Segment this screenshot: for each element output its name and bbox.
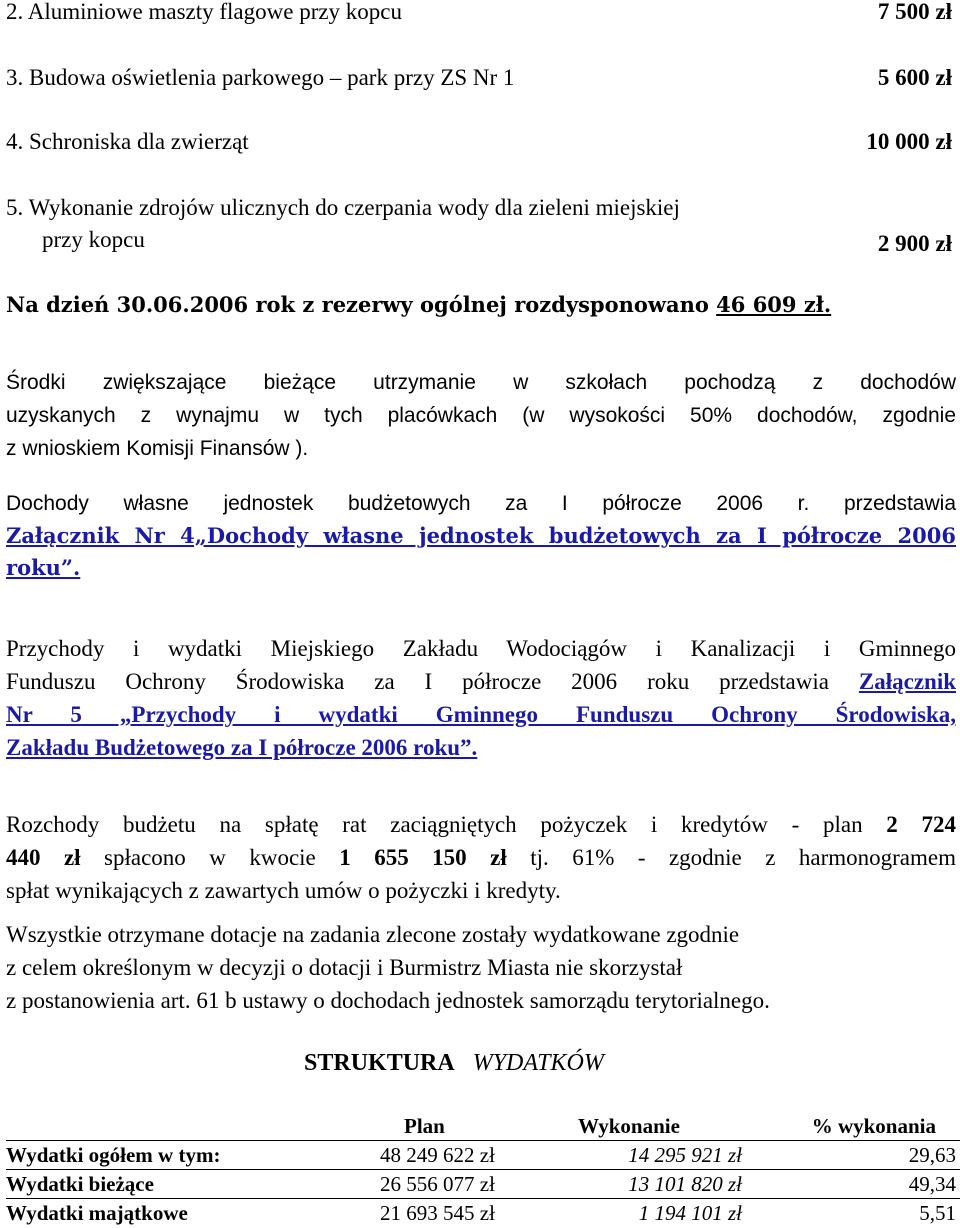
row-pct: 5,51 [919,1201,956,1225]
table-rule [6,1198,960,1199]
expenses-table [6,1112,960,1228]
text-line: Funduszu Ochrony Środowiska za I półrocze 2006 roku przedstawia [6,669,859,694]
text-line: z celem określonym w decyzji o dotacji i Burmistrz Miasta nie skorzystał [6,955,683,980]
text-line: Wszystkie otrzymane dotacje na zadania zlecone zostały wydatkowane zgodnie [6,922,740,947]
paragraph-subsidies [6,918,956,1017]
section-heading [304,1046,604,1080]
table-header-row [6,1112,960,1141]
reserve-amount: 46 609 zł. [716,292,832,317]
table-rule [6,1169,960,1170]
row-pct: 49,34 [908,1172,956,1196]
text-line: spłacono w kwocie [80,845,340,870]
reserve-text: Na dzień 30.06.2006 rok z rezerwy ogólnej rozdysponowano [6,292,709,317]
list-item-amount: 2 900 zł [877,231,952,256]
paragraph-waterworks [6,632,956,764]
list-item-3 [6,62,956,94]
repaid-amount: 1 655 150 zł [339,845,507,870]
list-item-amount: 10 000 zł [866,129,952,154]
row-exec: 13 101 820 zł [628,1172,742,1196]
attachment-5-link[interactable]: Załącznik [858,669,956,694]
list-item-4 [6,126,956,158]
list-item-5 [6,192,956,224]
col-header-plan: Plan [404,1114,445,1138]
row-pct: 29,63 [908,1143,956,1167]
row-exec: 14 295 921 zł [628,1143,742,1167]
text-line: Środki zwiększające bieżące utrzymanie w szkołach pochodzą z dochodów [6,371,956,394]
col-header-exec: Wykonanie [578,1114,680,1138]
text-line: z postanowienia art. 61 b ustawy o dochodach jednostek samorządu terytorialnego. [6,988,770,1013]
paragraph-own-income [6,488,956,584]
text-line: Przychody i wydatki Miejskiego Zakładu Wodociągów i Kanalizacji i Gminnego [6,636,956,661]
row-plan: 26 556 077 zł [380,1172,495,1196]
text-line: Dochody własne jednostek budżetowych za I półrocze 2006 r. przedstawia [6,492,956,515]
row-plan: 21 693 545 zł [380,1201,495,1225]
row-label: Wydatki bieżące [6,1172,154,1196]
list-item-text: 4. Schroniska dla zwierząt [6,129,249,154]
attachment-5-link-cont[interactable]: Nr 5 „Przychody i wydatki Gminnego Funduszu Ochrony Środowiska, [6,702,956,727]
list-item-text: przy kopcu [42,227,145,252]
row-exec: 1 194 101 zł [638,1201,742,1225]
row-plan: 48 249 622 zł [380,1143,495,1167]
table-row [6,1141,960,1170]
list-item-text: 5. Wykonanie zdrojów ulicznych do czerpania wody dla zieleni miejskiej [6,195,680,220]
paragraph-outflows [6,808,956,907]
list-item-text: 3. Budowa oświetlenia parkowego – park przy ZS Nr 1 [6,65,515,90]
col-header-pct: % wykonania [811,1114,936,1138]
attachment-5-link-end[interactable]: Zakładu Budżetowego za I półrocze 2006 roku”. [6,735,478,760]
list-item-amount: 5 600 zł [877,65,952,90]
paragraph-school-income [6,366,956,465]
attachment-4-link[interactable]: Załącznik Nr 4„Dochody własne jednostek budżetowych za I półrocze 2006 [6,523,956,548]
row-label: Wydatki ogółem w tym: [6,1143,221,1167]
text-line: spłat wynikających z zawartych umów o pożyczki i kredyty. [6,878,561,903]
list-item-5-cont [6,224,956,256]
plan-amount-cont: 440 zł [6,845,81,870]
heading-part-a: STRUKTURA [304,1050,455,1076]
text-line: Rozchody budżetu na spłatę rat zaciągniętych pożyczek i kredytów - plan [6,812,887,837]
list-item-2 [6,0,956,28]
text-line: uzyskanych z wynajmu w tych placówkach (w wysokości 50% dochodów, zgodnie [6,404,956,427]
heading-part-b: WYDATKÓW [472,1050,604,1076]
reserve-line [6,289,853,321]
plan-amount: 2 724 [886,812,957,837]
list-item-text: 2. Aluminiowe maszty flagowe przy kopcu [6,0,403,24]
table-row [6,1170,960,1199]
list-item-amount: 7 500 zł [877,0,952,24]
text-line: z wnioskiem Komisji Finansów ). [6,437,309,460]
attachment-4-link-cont[interactable]: roku”. [6,555,81,580]
row-label: Wydatki majątkowe [6,1201,188,1225]
text-line: tj. 61% - zgodnie z harmonogramem [506,845,956,870]
table-rule [6,1140,960,1141]
